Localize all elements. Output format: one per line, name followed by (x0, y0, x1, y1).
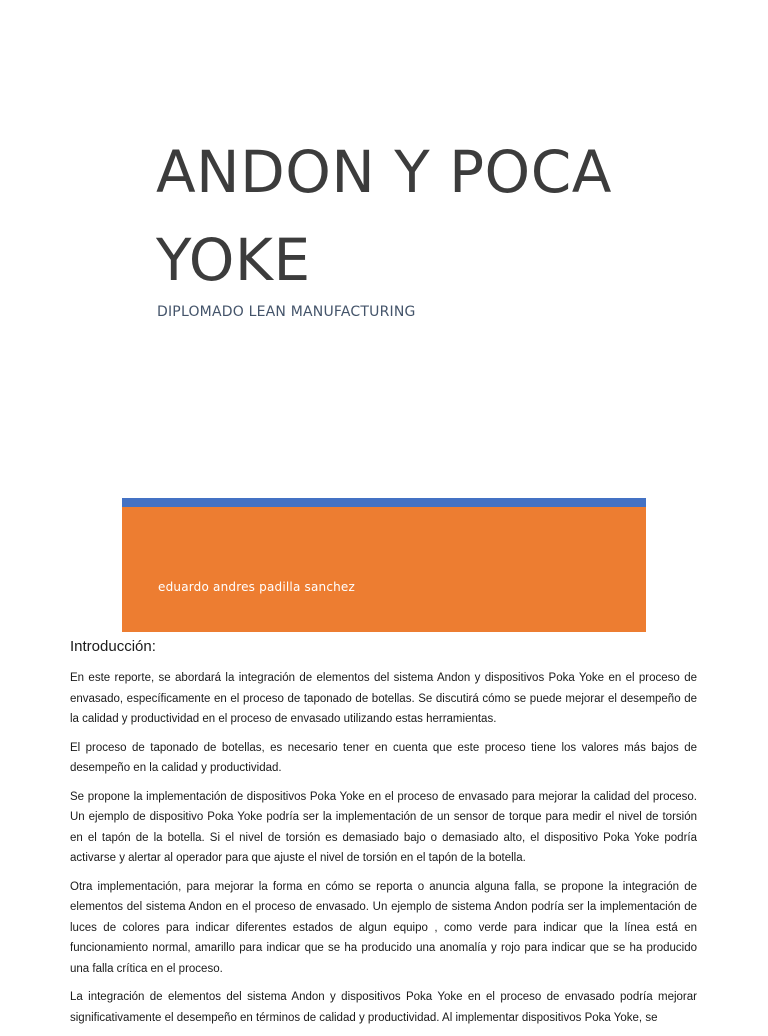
body-text (70, 668, 697, 1036)
paragraph: En este reporte, se abordará la integración de elementos del sistema Andon y dispositivos Poka Yoke en el proceso de envasado, específicamente en el proceso de taponado de botellas. Se discutirá cómo se puede mejorar el desempeño de la calidad y productividad en el proceso de envasado utilizando estas herramientas. (70, 672, 697, 725)
author-name: eduardo andres padilla sanchez (158, 580, 356, 594)
paragraph: Otra implementación, para mejorar la forma en cómo se reporta o anuncia alguna falla, se propone la integración de elementos del sistema Andon en el proceso de envasado. Un ejemplo de sistema Andon podría ser la implementación de luces de colores para indicar diferentes estados de algun equipo , como verde para indicar que la línea está en funcionamiento normal, amarillo para indicar que se ha producido una anomalía y rojo para indicar que se ha producido una falla crítica en el proceso. (70, 880, 697, 975)
author-banner-accent-bar (122, 498, 646, 507)
paragraph: Se propone la implementación de dispositivos Poka Yoke en el proceso de envasado para mejorar la calidad del proceso. Un ejemplo de dispositivo Poka Yoke podría ser la implementación de un sensor de torque para medir el nivel de torsión en el tapón de la botella. Si el nivel de torsión es demasiado bajo o demasiado alto, el dispositivo Poka Yoke podría activarse y alertar al operador para que ajuste el nivel de torsión en el tapón de la botella. (70, 790, 697, 864)
author-banner (122, 498, 646, 632)
section-heading: Introducción: (70, 638, 156, 655)
paragraph: El proceso de taponado de botellas, es necesario tener en cuenta que este proceso tiene los valores más bajos de desempeño en la calidad y productividad. (70, 741, 697, 774)
paragraph: La integración de elementos del sistema Andon y dispositivos Poka Yoke en el proceso de envasado podría mejorar significativamente el desempeño en términos de calidad y productividad. Al implementar dispositivos Poka Yoke, se (70, 991, 697, 1024)
document-subtitle: DIPLOMADO LEAN MANUFACTURING (157, 304, 416, 320)
document-title: ANDON Y POCA YOKE (156, 138, 612, 294)
